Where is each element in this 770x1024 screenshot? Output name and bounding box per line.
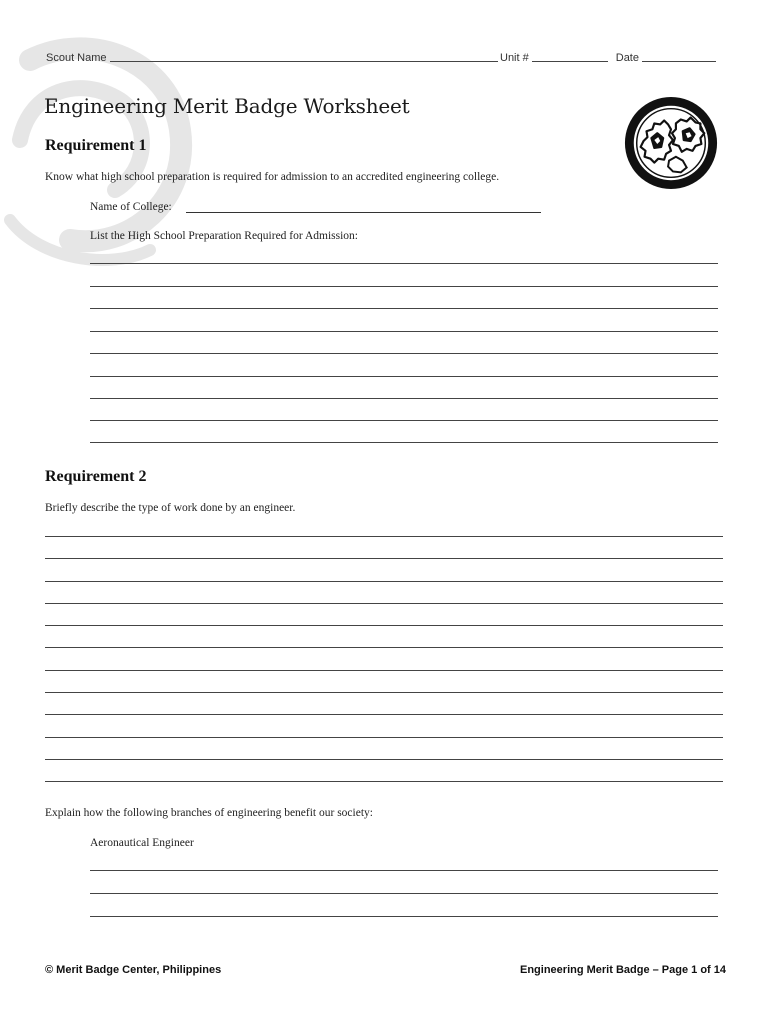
answer-line[interactable]	[90, 285, 718, 287]
requirement-1-heading: Requirement 1	[45, 137, 147, 154]
answer-line[interactable]	[90, 352, 718, 354]
date-field[interactable]	[642, 60, 716, 62]
requirement-1-prompt: Know what high school preparation is required for admission to an accredited engineering college.	[45, 171, 500, 183]
answer-line[interactable]	[45, 580, 723, 582]
scout-name-label: Scout Name	[46, 52, 107, 64]
answer-line[interactable]	[45, 602, 723, 604]
unit-label: Unit #	[500, 52, 529, 64]
preparation-list-label: List the High School Preparation Required for Admission:	[90, 230, 358, 242]
answer-line[interactable]	[90, 330, 718, 332]
scout-name-field[interactable]	[110, 60, 498, 62]
header-fields	[46, 46, 718, 64]
branches-prompt: Explain how the following branches of engineering benefit our society:	[45, 807, 373, 819]
college-field[interactable]	[186, 211, 541, 213]
answer-line[interactable]	[45, 736, 723, 738]
answer-line[interactable]	[45, 691, 723, 693]
requirement-2-prompt: Briefly describe the type of work done by an engineer.	[45, 502, 296, 514]
answer-line[interactable]	[45, 713, 723, 715]
answer-line[interactable]	[90, 419, 718, 421]
gears-badge-icon	[622, 94, 720, 192]
answer-line[interactable]	[90, 375, 718, 377]
footer-copyright: © Merit Badge Center, Philippines	[45, 964, 222, 976]
college-label: Name of College:	[90, 201, 172, 213]
answer-line[interactable]	[45, 624, 723, 626]
date-label: Date	[615, 52, 639, 64]
footer-page-number: Engineering Merit Badge – Page 1 of 14	[520, 964, 726, 976]
page-title: Engineering Merit Badge Worksheet	[44, 94, 410, 118]
requirement-2-heading: Requirement 2	[45, 468, 147, 485]
answer-line[interactable]	[90, 892, 718, 894]
answer-line[interactable]	[90, 869, 718, 871]
answer-line[interactable]	[90, 262, 718, 264]
answer-line[interactable]	[90, 915, 718, 917]
unit-field[interactable]	[532, 60, 608, 62]
answer-line[interactable]	[45, 646, 723, 648]
answer-line[interactable]	[90, 307, 718, 309]
answer-line[interactable]	[90, 397, 718, 399]
answer-line[interactable]	[45, 535, 723, 537]
answer-line[interactable]	[90, 441, 718, 443]
answer-line[interactable]	[45, 758, 723, 760]
branch-aeronautical-label: Aeronautical Engineer	[90, 837, 194, 849]
answer-line[interactable]	[45, 557, 723, 559]
answer-line[interactable]	[45, 780, 723, 782]
answer-line[interactable]	[45, 669, 723, 671]
